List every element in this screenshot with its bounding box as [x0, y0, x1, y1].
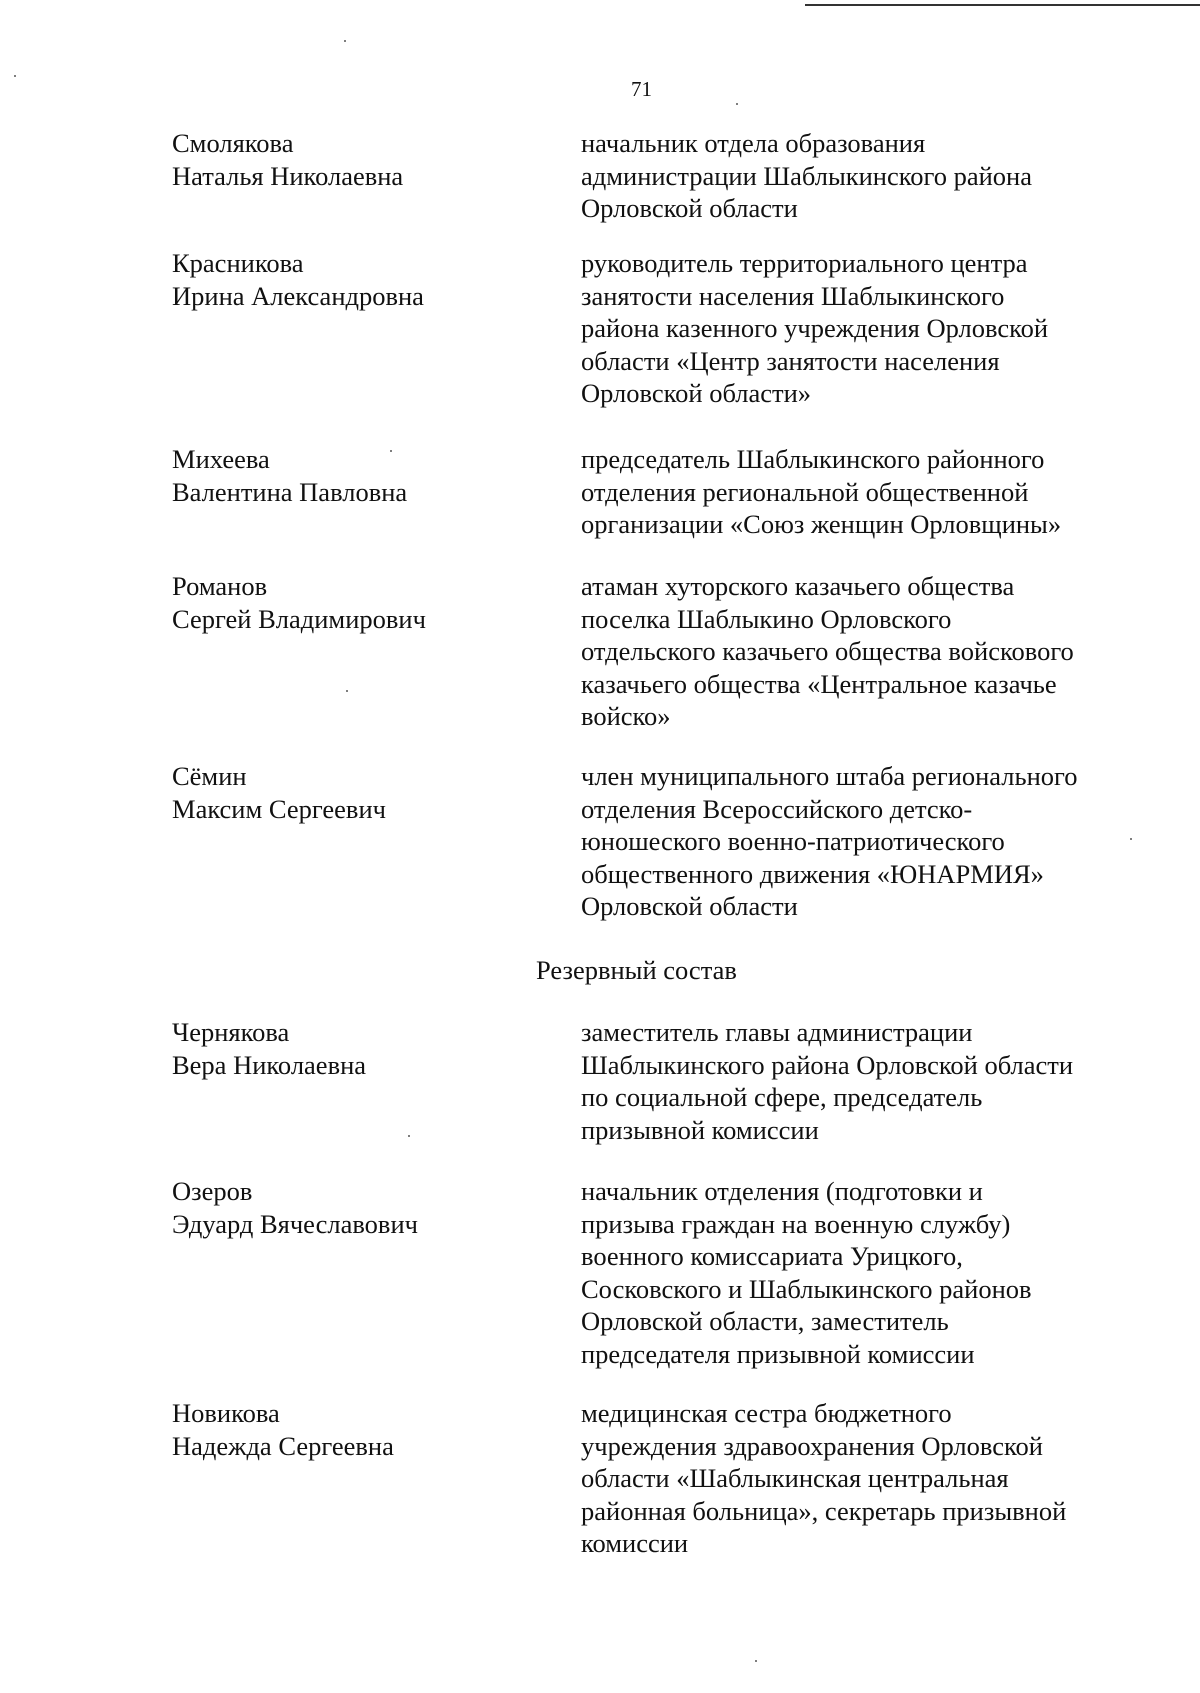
- scan-speck: [14, 75, 16, 77]
- member-surname: Чернякова: [172, 1017, 290, 1047]
- scan-speck: [408, 1135, 410, 1137]
- member-role: [581, 1397, 1141, 1560]
- member-given-name: Вера Николаевна: [172, 1049, 367, 1080]
- member-role: [581, 1175, 1141, 1371]
- role-line: организации «Союз женщин Орловщины»: [581, 509, 1062, 540]
- member-given-name: Наталья Николаевна: [172, 160, 404, 191]
- role-line: начальник отделения (подготовки и: [581, 1176, 983, 1206]
- member-role: [581, 443, 1141, 541]
- role-line: призыва граждан на военную службу): [581, 1208, 1011, 1239]
- scan-speck: [390, 450, 392, 452]
- role-line: Сосковского и Шаблыкинского районов: [581, 1273, 1032, 1304]
- role-line: медицинская сестра бюджетного: [581, 1398, 952, 1428]
- scan-speck: [1130, 838, 1132, 840]
- member-given-name: Сергей Владимирович: [172, 603, 426, 634]
- role-line: юношеского военно-патриотического: [581, 826, 1005, 857]
- role-line: по социальной сфере, председатель: [581, 1082, 983, 1113]
- role-line: Шаблыкинского района Орловской области: [581, 1049, 1074, 1080]
- member-surname: Красникова: [172, 248, 304, 278]
- member-surname: Михеева: [172, 444, 270, 474]
- member-role: [581, 760, 1141, 923]
- section-title-reserve: Резервный состав: [536, 955, 737, 985]
- role-line: заместитель главы администрации: [581, 1017, 973, 1047]
- role-line: Орловской области, заместитель: [581, 1306, 949, 1337]
- role-line: области «Шаблыкинская центральная: [581, 1463, 1009, 1494]
- role-line: администрации Шаблыкинского района: [581, 160, 1033, 191]
- page-number: 71: [631, 77, 652, 101]
- scan-speck: [344, 40, 346, 42]
- role-line: общественного движения «ЮНАРМИЯ»: [581, 858, 1044, 889]
- role-line: Орловской области»: [581, 378, 812, 409]
- member-name: [172, 570, 552, 635]
- role-line: отдельского казачьего общества войскового: [581, 636, 1074, 667]
- role-line: учреждения здравоохранения Орловской: [581, 1430, 1043, 1461]
- member-surname: Романов: [172, 571, 268, 601]
- role-line: отделения региональной общественной: [581, 476, 1029, 507]
- role-line: поселка Шаблыкино Орловского: [581, 603, 952, 634]
- member-name: [172, 443, 552, 508]
- role-line: комиссии: [581, 1528, 689, 1559]
- member-role: [581, 247, 1141, 410]
- role-line: казачьего общества «Центральное казачье: [581, 668, 1057, 699]
- role-line: председателя призывной комиссии: [581, 1338, 975, 1369]
- role-line: войско»: [581, 701, 671, 732]
- role-line: призывной комиссии: [581, 1114, 819, 1145]
- member-name: [172, 1397, 552, 1462]
- member-surname: Новикова: [172, 1398, 280, 1428]
- role-line: занятости населения Шаблыкинского: [581, 280, 1005, 311]
- role-line: военного комиссариата Урицкого,: [581, 1241, 963, 1272]
- role-line: Орловской области: [581, 193, 798, 224]
- member-name: [172, 1016, 552, 1081]
- member-given-name: Надежда Сергеевна: [172, 1430, 394, 1461]
- member-given-name: Максим Сергеевич: [172, 793, 386, 824]
- member-surname: Озеров: [172, 1176, 253, 1206]
- role-line: района казенного учреждения Орловской: [581, 313, 1049, 344]
- role-line: атаман хуторского казачьего общества: [581, 571, 1015, 601]
- scan-edge-line: [805, 4, 1200, 6]
- member-name: [172, 760, 552, 825]
- member-given-name: Ирина Александровна: [172, 280, 424, 311]
- role-line: районная больница», секретарь призывной: [581, 1495, 1067, 1526]
- role-line: Орловской области: [581, 891, 798, 922]
- member-role: [581, 570, 1141, 733]
- member-surname: Сёмин: [172, 761, 247, 791]
- role-line: начальник отдела образования: [581, 128, 926, 158]
- member-given-name: Валентина Павловна: [172, 476, 408, 507]
- role-line: области «Центр занятости населения: [581, 345, 1000, 376]
- role-line: председатель Шаблыкинского районного: [581, 444, 1045, 474]
- member-name: [172, 1175, 552, 1240]
- role-line: руководитель территориального центра: [581, 248, 1028, 278]
- member-surname: Смолякова: [172, 128, 294, 158]
- member-role: [581, 127, 1141, 225]
- scan-speck: [346, 690, 348, 692]
- member-name: [172, 247, 552, 312]
- role-line: отделения Всероссийского детско-: [581, 793, 973, 824]
- role-line: член муниципального штаба регионального: [581, 761, 1078, 791]
- scan-speck: [755, 1660, 757, 1662]
- member-role: [581, 1016, 1141, 1146]
- member-name: [172, 127, 552, 192]
- scan-speck: [736, 103, 738, 105]
- member-given-name: Эдуард Вячеславович: [172, 1208, 418, 1239]
